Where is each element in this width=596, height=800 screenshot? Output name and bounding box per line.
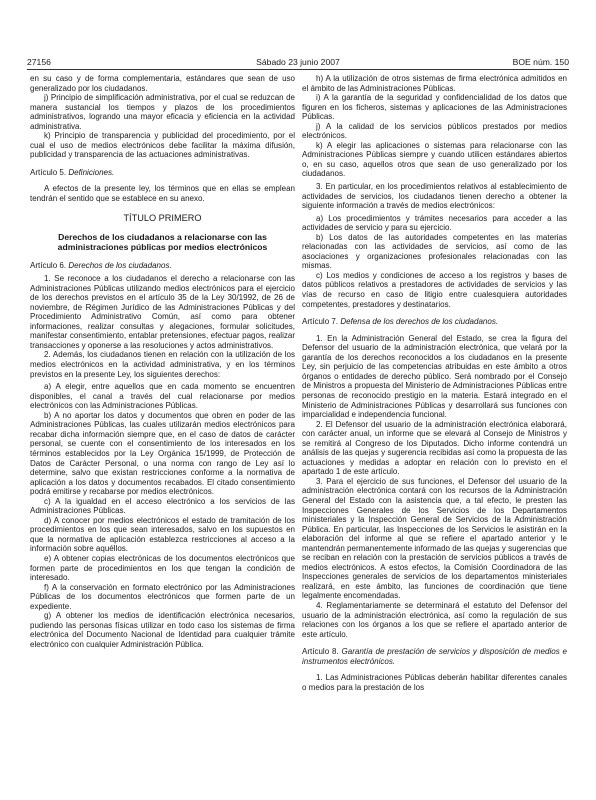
paragraph: A efectos de la presente ley, los términos que en ellas se emplean tendrán el sentido que se establece en su anexo. xyxy=(30,184,295,204)
paragraph: 1. En la Administración General del Estado, se crea la figura del Defensor del usuario de la administración electrónica, que velará por la garantía de los derechos reconocidos a los ciudadanos en la presente Ley, sin perjuicio de las competencias atribuidas en este ámbito a otros órganos o entidades de derecho público. Será nombrado por el Consejo de Ministros a propuesta del Ministerio de Administraciones Públicas entre personas de reconocido prestigio en la materia. Estará integrado en el Ministerio de Administraciones Públicas y desarrollará sus funciones con imparcialidad e independencia funcional. xyxy=(302,333,567,420)
article-title: Defensa de los derechos de los ciudadanos. xyxy=(340,317,499,327)
right-column xyxy=(302,74,567,692)
paragraph: 4. Reglamentariamente se determinará el estatuto del Defensor del usuario de la administración electrónica, así como la regulación de sus relaciones con los órganos a los que se refiere el apartado anterior de este artículo. xyxy=(302,600,567,639)
paragraph: j) Principio de simplificación administrativa, por el cual se reduzcan de manera sustancial los tiempos y plazos de los procedimientos administrativos, logrando una mayor eficacia y eficiencia en la actividad administrativa. xyxy=(30,93,295,131)
page-number: 27156 xyxy=(27,57,51,67)
list-item: e) A obtener copias electrónicas de los documentos electrónicos que formen parte de procedimientos en los que tengan la condición de interesado. xyxy=(30,553,295,583)
list-item: f) A la conservación en formato electrónico por las Administraciones Públicas de los documentos electrónicos que formen parte de un expediente. xyxy=(30,582,295,611)
paragraph: 2. El Defensor del usuario de la administración electrónica elaborará, con carácter anual, un informe que se elevará al Consejo de Ministros y se remitirá al Congreso de los Diputados. Dicho informe contendrá un análisis de las quejas y sugerencia recibidas así como la propuesta de las actuaciones y medidas a adoptar en relación con lo previsto en el apartado 1 de este artículo. xyxy=(302,419,567,477)
paragraph: 3. Para el ejercicio de sus funciones, el Defensor del usuario de la administración electrónica contará con los recursos de la Administración General del Estado con la asistencia que, a tal efecto, le presten las Inspecciones Generales de los Servicios de los Departamentos ministeriales y la Inspección General de Servicios de la Administración Pública. En particular, las Inspecciones de los Servicios le asistirán en la elaboración del informe al que se refiere el apartado anterior y le mantendrán permanentemente informado de las quejas y sugerencias que se reciban en relación con la prestación de servicios públicos a través de medios electrónicos. A estos efectos, la Comisión Coordinadora de las Inspecciones generales de servicios de los departamentos ministeriales realizará, en este ámbito, las funciones de coordinación que tiene legalmente encomendadas. xyxy=(302,476,567,601)
header-rule xyxy=(27,69,569,70)
article-label: Artículo 6. xyxy=(30,260,67,270)
article-label: Artículo 8. xyxy=(302,647,339,657)
list-item: c) A la igualdad en el acceso electrónico a los servicios de las Administraciones Públicas. xyxy=(30,496,295,516)
article-7-heading xyxy=(302,317,567,327)
paragraph: en su caso y de forma complementaria, estándares que sean de uso generalizado por los ciudadanos. xyxy=(30,74,295,93)
article-title: Definiciones. xyxy=(68,167,115,177)
article-title: Garantía de prestación de servicios y disposición de medios e instrumentos electrónicos. xyxy=(302,647,567,666)
article-8-heading xyxy=(302,647,567,666)
titulo-heading: TÍTULO PRIMERO xyxy=(123,212,202,223)
paragraph: 1. Las Administraciones Públicas deberán habilitar diferentes canales o medios para la prestación de los xyxy=(302,673,567,692)
list-item: i) A la garantía de la seguridad y confidencialidad de los datos que figuren en los ficheros, sistemas y aplicaciones de las Administraciones Públicas. xyxy=(302,93,567,122)
list-item: c) Los medios y condiciones de acceso a los registros y bases de datos públicos relativos a prestadores de actividades de servicios y las vías de recurso en caso de litigio entre cualesquiera autoridades competentes, prestadores y destinatarios. xyxy=(302,270,567,309)
list-item: j) A la calidad de los servicios públicos prestados por medios electrónicos. xyxy=(302,121,567,141)
paragraph: 2. Además, los ciudadanos tienen en relación con la utilización de los medios electrónicos en la actividad administrativa, y en los términos previstos en la presente Ley, los siguientes derechos: xyxy=(30,350,295,379)
paragraph: 1. Se reconoce a los ciudadanos el derecho a relacionarse con las Administraciones Públicas utilizando medios electrónicos para el ejercicio de los derechos previstos en el artículo 35 de la Ley 30/1992, de 26 de noviembre, de Régimen Jurídico de las Administraciones Públicas y del Procedimiento Administrativo Común, así como para obtener informaciones, realizar consultas y alegaciones, formular solicitudes, manifestar consentimiento, entablar pretensiones, efectuar pagos, realizar transacciones y oponerse a las resoluciones y actos administrativos. xyxy=(30,274,295,350)
article-title: Derechos de los ciudadanos. xyxy=(68,260,172,270)
list-item: a) A elegir, entre aquellos que en cada momento se encuentren disponibles, el canal a través del cual relacionarse por medios electrónicos con las Administraciones Públicas. xyxy=(30,382,295,411)
article-label: Artículo 7. xyxy=(302,317,339,327)
list-item: g) A obtener los medios de identificación electrónica necesarios, pudiendo las personas físicas utilizar en todo caso los sistemas de firma electrónica del Documento Nacional de Identidad para cualquier trámite electrónico con cualquier Administración Pública. xyxy=(30,611,295,649)
left-column xyxy=(30,74,295,649)
list-item: d) A conocer por medios electrónicos el estado de tramitación de los procedimientos en los que sean interesados, salvo en los supuestos en que la normativa de aplicación establezca restricciones al acceso a la información sobre aquéllos. xyxy=(30,515,295,554)
article-5-heading xyxy=(30,168,295,178)
article-label: Artículo 5. xyxy=(30,167,67,177)
paragraph: k) Principio de transparencia y publicidad del procedimiento, por el cual el uso de medios electrónicos debe facilitar la máxima difusión, publicidad y transparencia de las actuaciones administrativas. xyxy=(30,131,295,160)
article-6-heading xyxy=(30,261,295,271)
list-item: k) A elegir las aplicaciones o sistemas para relacionarse con las Administraciones Públicas siempre y cuando utilicen estándares abiertos o, en su caso, aquellos otros que sean de uso generalizado por los ciudadanos. xyxy=(302,140,567,179)
paragraph: 3. En particular, en los procedimientos relativos al establecimiento de actividades de servicios, los ciudadanos tienen derecho a obtener la siguiente información a través de medios electrónicos: xyxy=(302,182,567,211)
list-item: a) Los procedimientos y trámites necesarios para acceder a las actividades de servicio y para su ejercicio. xyxy=(302,213,567,233)
list-item: b) Los datos de las autoridades competentes en las materias relacionadas con las actividades de servicios, así como de las asociaciones y organizaciones profesionales relacionadas con las mismas. xyxy=(302,232,567,271)
chapter-heading: Derechos de los ciudadanos a relacionarse con las administraciones públicas por medios electrónicos xyxy=(57,231,268,253)
list-item: h) A la utilización de otros sistemas de firma electrónica admitidos en el ámbito de las Administraciones Públicas. xyxy=(302,74,567,93)
list-item: b) A no aportar los datos y documentos que obren en poder de las Administraciones Públicas, las cuales utilizarán medios electrónicos para recabar dicha información siempre que, en el caso de datos de carácter personal, se cuente con el consentimiento de los interesados en los términos establecidos por la Ley Orgánica 15/1999, de Protección de Datos de Carácter Personal, o una norma con rango de Ley así lo determine, salvo que existan restricciones conforme a la normativa de aplicación a los datos y documentos recabados. El citado consentimiento podrá emitirse y recabarse por medios electrónicos. xyxy=(30,410,295,497)
publication-date: Sábado 23 junio 2007 xyxy=(256,57,340,67)
page-header xyxy=(27,56,569,68)
bulletin-number: BOE núm. 150 xyxy=(512,57,569,67)
